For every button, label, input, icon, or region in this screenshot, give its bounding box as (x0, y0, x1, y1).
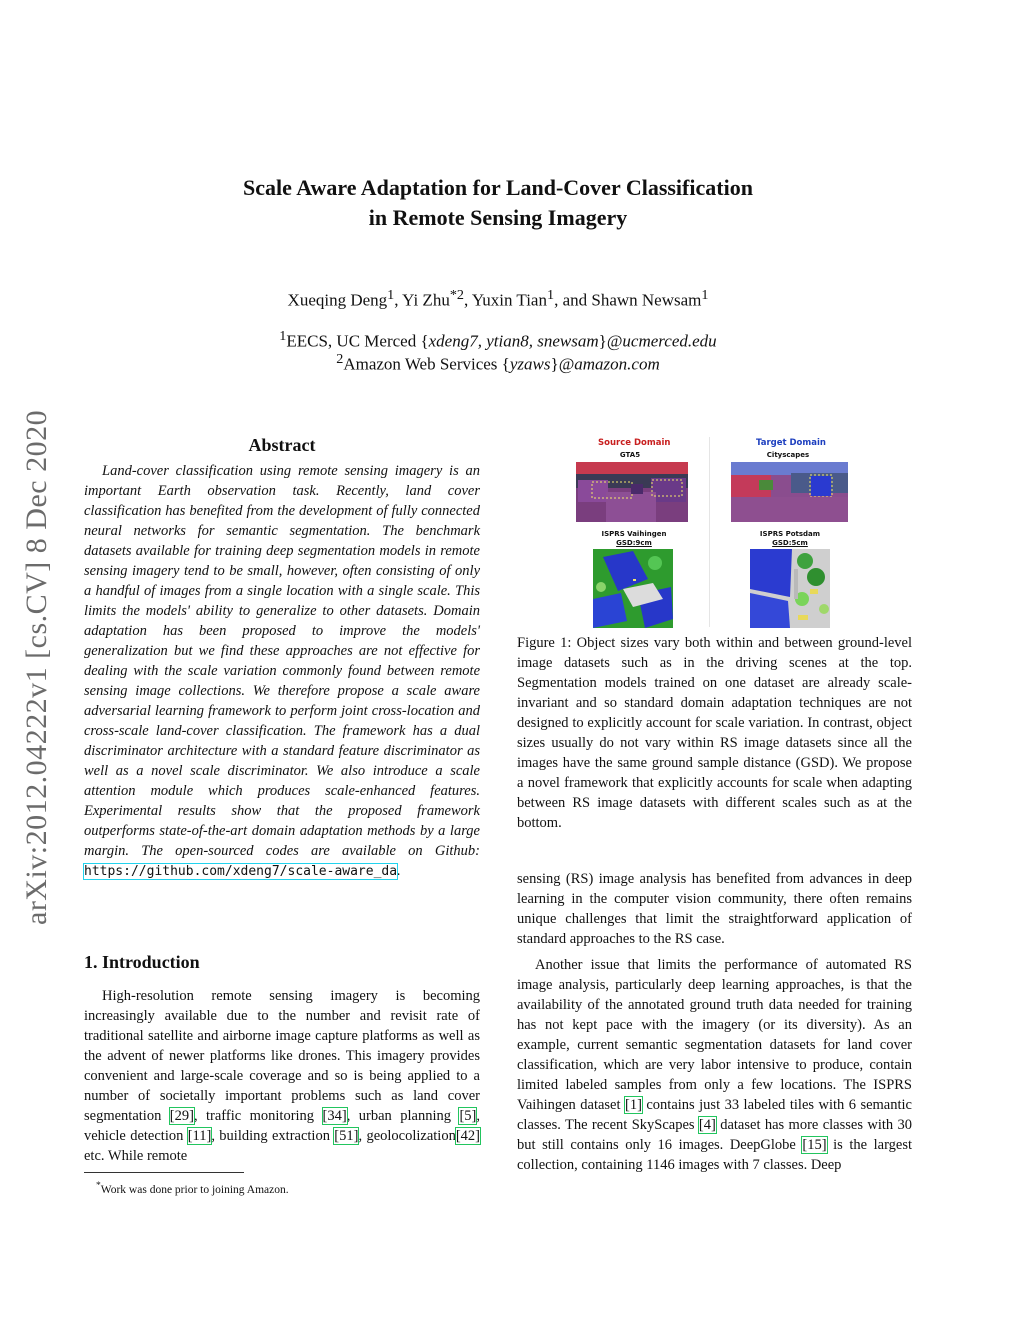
author-name: Xueqing Deng (287, 290, 388, 310)
paper-title-line-1: Scale Aware Adaptation for Land-Cover Classification (243, 175, 753, 200)
figure-divider (709, 437, 710, 627)
intro-text: High-resolution remote sensing imagery is becoming increasingly available due to the number and revisit rate of traditional satellite and airborne image capture platforms as well as the advent of newer platforms like drones. This imagery provides convenient and large-scale coverage and so is being applied to a number of societally important problems such as land cover segmentation (84, 988, 480, 1124)
potsdam-segmentation-image (750, 549, 830, 628)
source-domain-label: Source Domain (598, 438, 671, 448)
author-name: Yuxin Tian (471, 290, 547, 310)
right-paragraph-1: sensing (RS) image analysis has benefited from advances in deep learning in the computer vision community, there often remains unique challenges that limit the straightforward application of standard approaches to the RS case. (517, 871, 912, 947)
abstract-text: Land-cover classification using remote sensing imagery is an important Earth observation task. Recently, land cover classification has benefited from the development of fully connected neural networks for semantic segmentation. The benchmark datasets available for training deep segmentation models in remote sensing imagery tend to be small, however, often consisting of only a handful of images from a single location with a single scale. This limits the models' ability to generalize to other datasets. Domain adaptation has been proposed to improve the models' generalization but we find these approaches are not effective for dealing with the scale variation commonly found between remote sensing image collections. We therefore propose a scale aware adversarial learning framework to perform joint cross-location and cross-scale land-cover classification. The framework has a dual discriminator architecture with a standard feature discriminator as well as a novel scale discriminator. We also introduce a scale attention module which produces scale-enhanced features. Experimental results show that the proposed framework outperforms state-of-the-art domain adaptation methods by a large margin. The open-sourced codes are available on Github: (84, 463, 480, 859)
affil-emails: xdeng7, ytian8, snewsam (428, 331, 599, 351)
footnote-rule (84, 1172, 244, 1173)
citation-link[interactable]: [5] (459, 1108, 477, 1124)
potsdam-name: ISPRS Potsdam (759, 530, 821, 538)
cityscapes-label: Cityscapes (766, 451, 810, 459)
right-text: is the largest collection, containing 1146 images with 7 classes. Deep (517, 1137, 912, 1173)
right-text: contains just 33 labeled tiles with 6 semantic classes. The recent SkyScapes (517, 1097, 912, 1133)
gta5-segmentation-image (576, 462, 688, 522)
gta5-label: GTA5 (619, 451, 641, 459)
affiliation-1: $^1$EECS, UC Merced {xdeng7, ytian8, snewsam}@ucmerced.edu (279, 328, 717, 351)
cityscapes-segmentation-image (731, 462, 848, 522)
affiliation-2: $^2$Amazon Web Services {yzaws}@amazon.com (336, 351, 660, 374)
intro-text: , traffic monitoring (193, 1108, 323, 1124)
citation-link[interactable]: [15] (802, 1137, 827, 1153)
citation-link[interactable]: [1] (624, 1097, 642, 1113)
citation-link[interactable]: [51] (334, 1128, 359, 1144)
affil-domain: @ucmerced.edu (606, 331, 717, 351)
intro-paragraph (84, 986, 480, 1166)
right-paragraph-2 (517, 955, 912, 1175)
vaihingen-segmentation-image (593, 549, 673, 628)
footnote-mark: * (96, 1180, 101, 1191)
abstract-body (84, 461, 480, 882)
citation-link[interactable]: [4] (698, 1117, 716, 1133)
right-text: dataset has more classes with 30 but still contains only 16 images. DeepGlobe (517, 1117, 913, 1153)
potsdam-label (753, 530, 827, 548)
citation-link[interactable]: [29] (169, 1108, 194, 1124)
abstract-heading: Abstract (248, 435, 316, 455)
intro-text: , vehicle detection (84, 1108, 480, 1144)
author-affil-mark: *2 (449, 287, 464, 303)
author-affil-mark: 1 (701, 287, 709, 303)
author-name: Shawn Newsam (591, 290, 702, 310)
intro-text: etc. While remote (84, 1148, 188, 1164)
author-affil-mark: 1 (387, 287, 395, 303)
vaihingen-label (597, 530, 671, 548)
paper-title-line-2: in Remote Sensing Imagery (368, 205, 628, 230)
potsdam-gsd: GSD:5cm (772, 539, 808, 547)
citation-link[interactable]: [11] (187, 1128, 212, 1144)
target-domain-label: Target Domain (756, 438, 826, 448)
abstract-end: . (397, 863, 401, 879)
author-list: Xueqing Deng$^1$, Yi Zhu$^{*2}$, Yuxin Tian$^1$, and Shawn Newsam$^1$ (287, 287, 709, 310)
right-text: Another issue that limits the performance of automated RS image analysis, particularly deep learning approaches, is that the availability of the annotated ground truth data needed for training has not kept pace with the imagery (or its diversity). As an example, current semantic segmentation datasets for land cover classification, which are very labor intensive to produce, contain limited labeled samples from only a few locations. The ISPRS Vaihingen dataset (517, 957, 912, 1113)
intro-text: , urban planning (346, 1108, 460, 1124)
affil-mark: 2 (336, 351, 344, 367)
citation-link[interactable]: [42] (455, 1128, 480, 1144)
section-heading-introduction: 1. Introduction (84, 952, 200, 972)
vaihingen-gsd: GSD:9cm (616, 539, 652, 547)
citation-link[interactable]: [34] (322, 1108, 347, 1124)
figure-1-caption: Figure 1: Object sizes vary both within and between ground-level image datasets such as in the driving scenes at the top. Segmentation models trained on one dataset are already scale-invariant and so standard domain adaptation techniques are not designed to explicitly account for scale variation. In contrast, object sizes usually do not vary within RS image datasets since all the images have the same ground sample distance (GSD). We propose a novel framework that explicitly accounts for scale when adapting between RS image datasets with different scales such as at the bottom. (517, 635, 912, 831)
arxiv-identifier: arXiv:2012.04222v1 [cs.CV] 8 Dec 2020 (20, 409, 53, 925)
intro-text: , building extraction (211, 1128, 335, 1144)
intro-text: , geolocolization (358, 1128, 456, 1144)
footnote (96, 1180, 289, 1196)
affil-domain: @amazon.com (558, 354, 660, 374)
author-affil-mark: 1 (546, 287, 555, 303)
vaihingen-name: ISPRS Vaihingen (601, 530, 667, 538)
affil-mark: 1 (279, 328, 287, 344)
github-link[interactable]: https://github.com/xdeng7/scale-aware_da (84, 864, 398, 879)
author-name: Yi Zhu (402, 290, 450, 310)
affil-name: EECS, UC Merced (286, 331, 417, 351)
affil-emails: yzaws (509, 354, 551, 374)
author-conjunction: and (562, 290, 588, 310)
footnote-text: Work was done prior to joining Amazon. (100, 1183, 289, 1196)
affil-name: Amazon Web Services (343, 354, 498, 374)
